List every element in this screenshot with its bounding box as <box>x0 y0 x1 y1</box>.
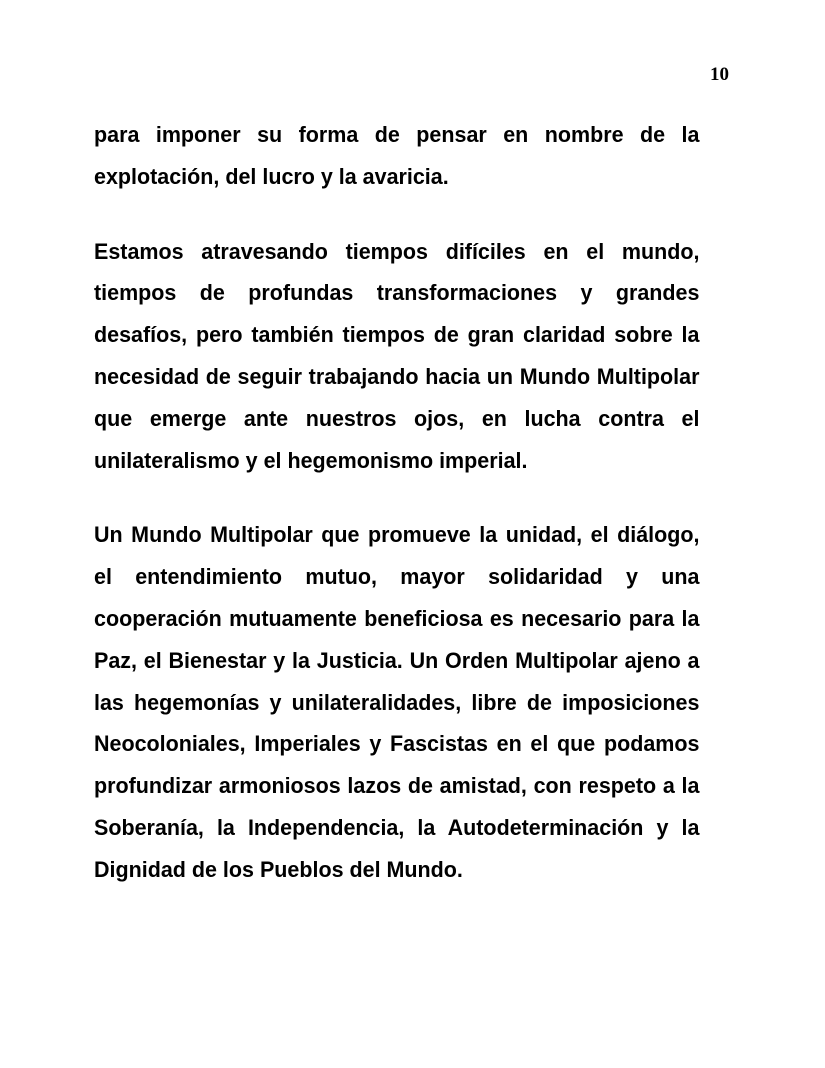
page-number: 10 <box>710 64 729 85</box>
paragraph-2: Estamos atravesando tiempos difíciles en el mundo, tiempos de profundas transformaciones y grandes desafíos, pero también tiempos de gran claridad sobre la necesidad de seguir trabajando hacia un Mundo Multipolar que emerge ante nuestros ojos, en lucha contra el unilateralismo y el hegemonismo imperial. <box>94 238 700 473</box>
paragraph-3: Un Mundo Multipolar que promueve la unidad, el diálogo, el entendimiento mutuo, mayor solidaridad y una cooperación mutuamente beneficiosa es necesario para la Paz, el Bienestar y la Justicia. Un Orden Multipolar ajeno a las hegemonías y unilateralidades, libre de imposiciones Neocoloniales, Imperiales y Fascistas en el que podamos profundizar armoniosos lazos de amistad, con respeto a la Soberanía, la Independencia, la Autodeterminación y la Dignidad de los Pueblos del Mundo. <box>94 522 700 882</box>
paragraph-1: para imponer su forma de pensar en nombre de la explotación, del lucro y la avaricia. <box>94 122 700 189</box>
document-body <box>94 114 728 891</box>
